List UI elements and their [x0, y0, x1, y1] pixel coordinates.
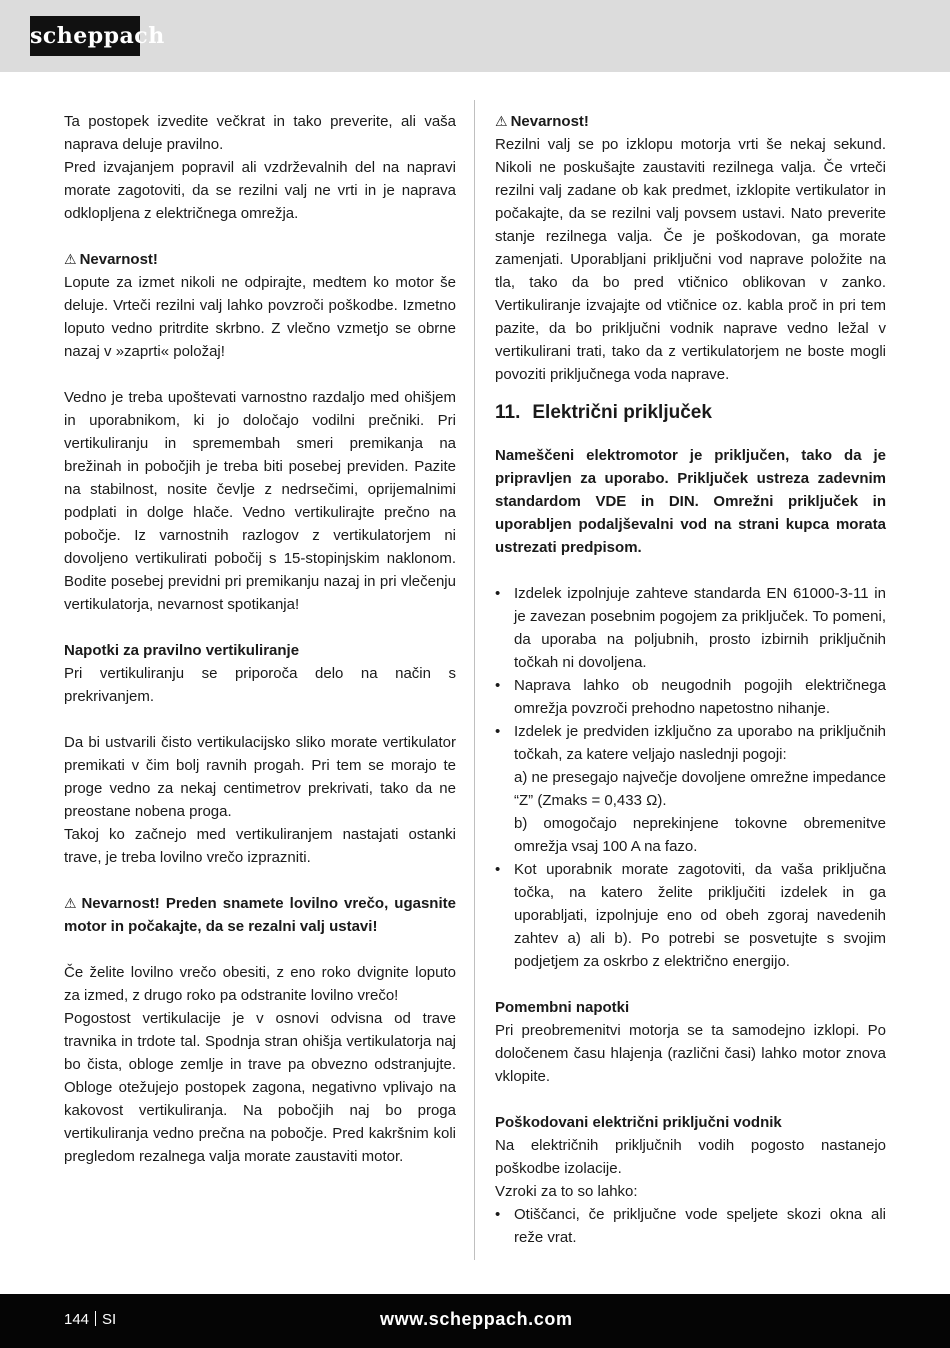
- paragraph: Pred izvajanjem popravil ali vzdrževalnih del na napravi morate zagotoviti, da se rezilni valj ne vrti in je naprava odklopljena z električnega omrežja.: [64, 159, 456, 222]
- list-item: • Izdelek izpolnjuje zahteve standarda EN 61000-3-11 in je zavezan posebnim pogojem za priključek. To pomeni, da uporaba na poljubnih, prosto izbirnih priključnih točkah ni dovoljena.: [495, 582, 886, 674]
- list-item: • Izdelek je predviden izključno za uporabo na priključnih točkah, za katere veljajo naslednji pogoji: a) ne presegajo največje dovoljene omrežne impedance “Z” (Zmaks = 0,433 Ω). b) omogočajo neprekinjene tokovne obremenitve omrežja vsaj 100 A na fazo.: [495, 720, 886, 858]
- paragraph: Vzroki za to so lahko:: [495, 1183, 638, 1200]
- subheading: Napotki za pravilno vertikuliranje: [64, 642, 300, 659]
- paragraph: Vedno je treba upoštevati varnostno razdaljo med ohišjem in uporabnikom, ki jo določajo vodilni prečniki. Pri vertikuliranju in spremembah smeri premikanja na brežinah in pobočjih je treba biti posebej previden. Pazite na stabilnost, nosite čevlje z nedrsečimi, oprijemalnimi podplati in dolge hlače. Vedno vertikulirajte prečno na pobočje. Iz varnostnih razlogov z vertikulatorjem ni dovoljeno vertikulirati pobočij s 15-stopinjskim naklonom. Bodite posebej previdni pri premikanju nazaj in pri vlečenju vertikulatorja, nevarnost spotikanja!: [64, 389, 456, 613]
- warning-text: Lopute za izmet nikoli ne odpirajte, medtem ko motor še deluje. Vrteči rezilni valj lahko povzroči poškodbe. Izmetno loputo vedno pritrdite skrbno. Z vlečno vzmetjo se obrne nazaj v »zaprti« položaj!: [64, 274, 456, 360]
- requirements-list: [495, 582, 886, 973]
- warning-bold-text: ⚠ Nevarnost! Preden snamete lovilno vrečo, ugasnite motor in počakajte, da se rezalni valj ustavi!: [64, 895, 456, 935]
- list-item: • Kot uporabnik morate zagotoviti, da vaša priključna točka, na katero želite priključiti izdelek in ga uporabljati, izpolnjuje eno od obeh zgoraj navedenih zahtev a) ali b). Po potrebi se posvetujte s svojim podjetjem za oskrbo z električno energijo.: [495, 858, 886, 973]
- subheading: Poškodovani električni priključni vodnik: [495, 1114, 782, 1131]
- column-divider: [474, 100, 475, 1260]
- warning-icon: ⚠: [495, 113, 508, 129]
- left-column: [64, 110, 456, 1168]
- list-item: • Naprava lahko ob neugodnih pogojih električnega omrežja povzroči prehodno napetostno nihanje.: [495, 674, 886, 720]
- paragraph: Takoj ko začnejo med vertikuliranjem nastajati ostanki trave, je treba lovilno vrečo izprazniti.: [64, 826, 456, 866]
- brand-logo: scheppach: [30, 16, 140, 56]
- paragraph: Na električnih priključnih vodih pogosto nastanejo poškodbe izolacije.: [495, 1137, 886, 1177]
- paragraph: Pri vertikuliranju se priporoča delo na način s prekrivanjem.: [64, 665, 456, 705]
- paragraph: Ta postopek izvedite večkrat in tako preverite, ali vaša naprava deluje pravilno.: [64, 113, 456, 153]
- warning-heading: ⚠ Nevarnost!: [495, 113, 589, 130]
- website-url: www.scheppach.com: [380, 1309, 573, 1329]
- warning-heading: ⚠ Nevarnost!: [64, 251, 158, 268]
- paragraph: Pri preobremenitvi motorja se ta samodejno izklopi. Po določenem času hlajenja (različni časi) lahko motor znova vklopite.: [495, 1022, 886, 1085]
- condition-a: a) ne presegajo največje dovoljene omrežne impedance “Z” (Zmaks = 0,433 Ω).: [514, 769, 886, 809]
- page-footer: [0, 1294, 950, 1348]
- condition-b: b) omogočajo neprekinjene tokovne obremenitve omrežja vsaj 100 A na fazo.: [514, 815, 886, 855]
- section-title: Električni priključek: [532, 402, 712, 423]
- subheading: Pomembni napotki: [495, 999, 630, 1016]
- warning-icon: ⚠: [64, 895, 79, 911]
- list-item: • Otiščanci, če priključne vode speljete skozi okna ali reže vrat.: [495, 1203, 886, 1249]
- page-number: 144 SI: [64, 1311, 117, 1328]
- section-heading: [495, 400, 886, 426]
- paragraph: Pogostost vertikulacije je v osnovi odvisna od trave travnika in trdote tal. Spodnja stran ohišja vertikulatorja naj bo čista, obloge zemlje in trave pa obvezno odstranjujte. Obloge otežujejo postopek zagona, negativno vplivajo na kakovost vertikuliranja. Na pobočjih naj bo proga vertikuliranja vedno prečna na pobočje. Pred kakršnim koli pregledom rezalnega valja morate zaustaviti motor.: [64, 1010, 456, 1165]
- page-header: [0, 0, 950, 72]
- right-column: [495, 110, 886, 1249]
- paragraph: Da bi ustvarili čisto vertikulacijsko sliko morate vertikulator premikati v čim bolj ravnih progah. Pri tem se morajo te proge vedno za nekaj centimetrov prekrivati, tako da ne preostane nobena proga.: [64, 734, 456, 820]
- language-code: SI: [102, 1311, 117, 1328]
- section-number: 11.: [495, 402, 521, 423]
- intro-bold-paragraph: Nameščeni elektromotor je priključen, tako da je pripravljen za uporabo. Priključek ustreza zadevnim standardom VDE in DIN. Omrežni priključek in uporabljen podaljševalni vod na strani kupca morata ustrezati predpisom.: [495, 447, 886, 556]
- warning-icon: ⚠: [64, 251, 77, 267]
- warning-text: Rezilni valj se po izklopu motorja vrti še nekaj sekund. Nikoli ne poskušajte zaustaviti rezilnega valja. Če vrteči rezilni valj zadane ob kak predmet, izklopite vertikulator in počakajte, da se rezilni valj povsem ustavi. Nato preverite stanje rezilnega valja. Če je poškodovan, ga morate zamenjati. Uporabljani priključni vod naprave položite na tla, tako da bo pred vtičnico oblikovan v zanko. Vertikuliranje izvajajte od vtičnice oz. kabla proč in pri tem pazite, da bo priključni vodnik naprave vedno ležal v vertikulirani trati, tako da z vertikulatorjem ne boste mogli povoziti priključnega voda naprave.: [495, 136, 886, 383]
- causes-list: [495, 1203, 886, 1249]
- paragraph: Če želite lovilno vrečo obesiti, z eno roko dvignite loputo za izmed, z drugo roko pa odstranite lovilno vrečo!: [64, 964, 456, 1004]
